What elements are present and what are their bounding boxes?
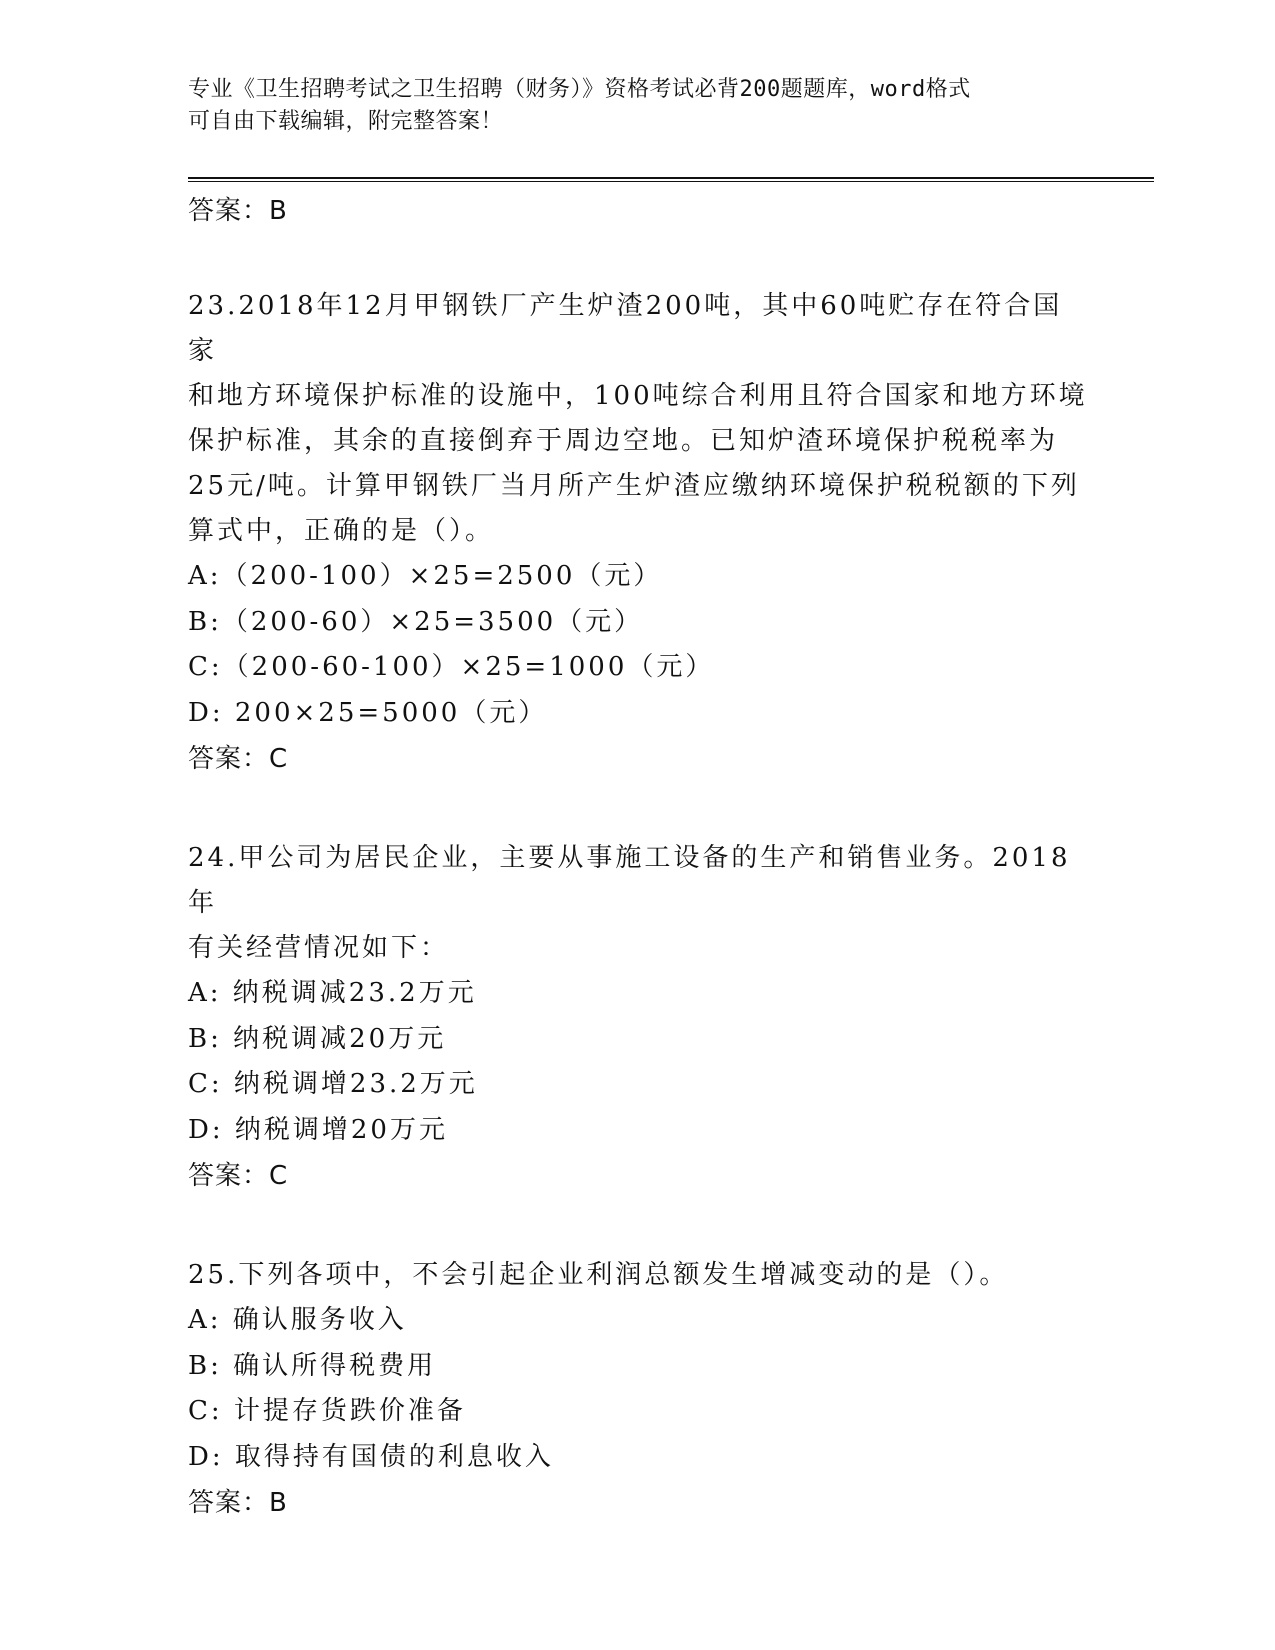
option-b: B: 确认所得税费用 bbox=[188, 1350, 437, 1381]
answer-q25: 答案：B bbox=[188, 1488, 288, 1518]
option-d: D: 取得持有国债的利息收入 bbox=[188, 1441, 554, 1472]
answer-q23: 答案：C bbox=[188, 744, 289, 774]
question-23-stem bbox=[188, 284, 1088, 554]
option-a: A:（200-100）×25=2500（元） bbox=[188, 561, 663, 591]
header-divider bbox=[188, 177, 1154, 182]
stem-line: 和地方环境保护标准的设施中，100吨综合利用且符合国家和地方环境 bbox=[188, 381, 1088, 411]
spacer bbox=[188, 782, 1088, 836]
stem-line: 23.2018年12月甲钢铁厂产生炉渣200吨，其中60吨贮存在符合国家 bbox=[188, 291, 1063, 366]
question-25-stem bbox=[188, 1253, 1088, 1298]
document-body bbox=[188, 188, 1088, 1526]
answer-q24: 答案：C bbox=[188, 1161, 289, 1191]
stem-line: 25元/吨。计算甲钢铁厂当月所产生炉渣应缴纳环境保护税税额的下列 bbox=[188, 471, 1080, 501]
stem-line: 有关经营情况如下： bbox=[188, 933, 450, 963]
option-c: C:（200-60-100）×25=1000（元） bbox=[188, 652, 715, 682]
spacer bbox=[188, 234, 1088, 284]
option-c: C: 计提存货跌价准备 bbox=[188, 1396, 466, 1426]
option-b: B: 纳税调减20万元 bbox=[188, 1023, 447, 1054]
header-line-2: 可自由下载编辑，附完整答案！ bbox=[188, 109, 504, 134]
option-b: B:（200-60）×25=3500（元） bbox=[188, 606, 644, 637]
stem-line: 25.下列各项中，不会引起企业利润总额发生增减变动的是（）。 bbox=[188, 1260, 1009, 1290]
option-a: A: 纳税调减23.2万元 bbox=[188, 978, 477, 1008]
stem-line: 24.甲公司为居民企业，主要从事施工设备的生产和销售业务。2018年 bbox=[188, 843, 1071, 918]
spacer bbox=[188, 1199, 1088, 1253]
header-line-1: 专业《卫生招聘考试之卫生招聘（财务）》资格考试必背200题题库，word格式 bbox=[188, 77, 971, 102]
option-a: A: 确认服务收入 bbox=[188, 1305, 407, 1335]
stem-line: 算式中，正确的是（）。 bbox=[188, 516, 495, 546]
option-d: D: 200×25=5000（元） bbox=[188, 697, 548, 728]
question-23 bbox=[188, 284, 1088, 782]
page-header bbox=[188, 74, 1088, 138]
question-24 bbox=[188, 836, 1088, 1199]
question-24-stem bbox=[188, 836, 1088, 971]
option-d: D: 纳税调增20万元 bbox=[188, 1114, 448, 1145]
stem-line: 保护标准，其余的直接倒弃于周边空地。已知炉渣环境保护税税率为 bbox=[188, 426, 1059, 456]
answer-q22: 答案：B bbox=[188, 196, 288, 226]
option-c: C: 纳税调增23.2万元 bbox=[188, 1069, 478, 1099]
question-25 bbox=[188, 1253, 1088, 1526]
